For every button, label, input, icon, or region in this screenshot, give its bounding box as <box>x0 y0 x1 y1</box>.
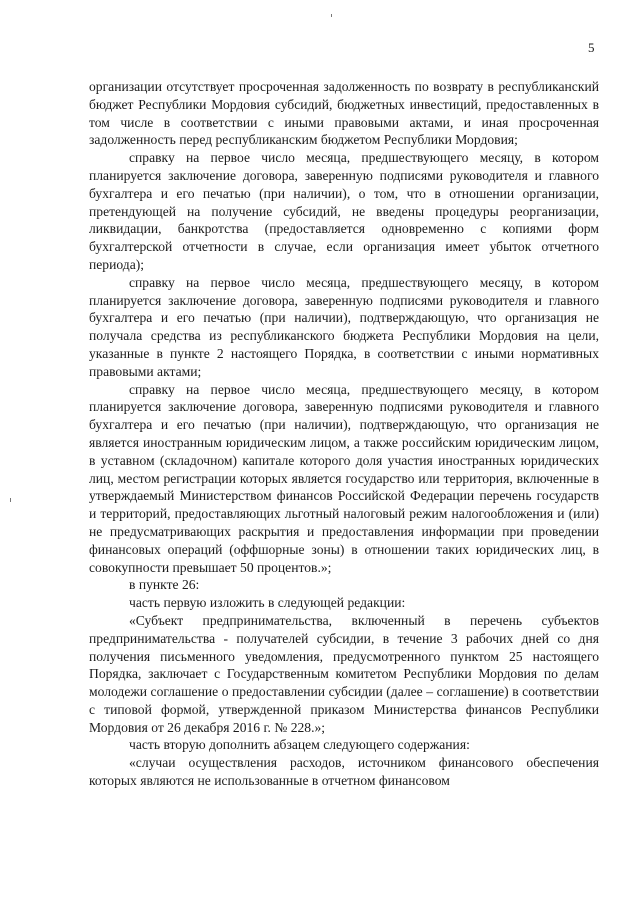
page-number: 5 <box>588 40 595 55</box>
paragraph: организации отсутствует просроченная задолженность по возврату в республиканский бюджет Республики Мордовия субсидий, бюджетных инвестиций, предоставленных в том числе в соответствии с иными правовыми актами, и иная просроченная задолженность перед республиканским бюджетом Республики Мордовия; <box>89 79 599 148</box>
paragraph: в пункте 26: <box>129 577 200 593</box>
paragraph: справку на первое число месяца, предшествующего месяцу, в котором планируется заключение договора, заверенную подписями руководителя и главного бухгалтера и его печатью (при наличии), подтверждающую, что организация не получала средства из республиканского бюджета Республики Мордовия на цели, указанные в пункте 2 настоящего Порядка, в соответствии с иными нормативных правовыми актами; <box>89 274 599 379</box>
paragraph: часть вторую дополнить абзацем следующего содержания: <box>129 737 470 753</box>
document-body <box>89 78 599 790</box>
scan-mark <box>10 498 11 502</box>
paragraph: «случаи осуществления расходов, источником финансового обеспечения которых являются не использованные в отчетном финансовом <box>89 755 599 789</box>
scan-mark <box>331 14 332 17</box>
paragraph: «Субъект предпринимательства, включенный в перечень субъектов предпринимательства - получателей субсидии, в течение 3 рабочих дней со дня получения письменного уведомления, предусмотренного пунктом 25 настоящего Порядка, заключает с Государственным комитетом Республики Мордовия по делам молодежи соглашение о предоставлении субсидии (далее – соглашение) в соответствии с типовой формой, утвержденной приказом Министерства финансов Республики Мордовия от 26 декабря 2016 г. № 228.»; <box>89 612 599 735</box>
paragraph: справку на первое число месяца, предшествующего месяцу, в котором планируется заключение договора, заверенную подписями руководителя и главного бухгалтера и его печатью (при наличии), о том, что в отношении организации, претендующей на получение субсидий, не введены процедуры реорганизации, ликвидации, банкротства (предоставляется одновременно с копиями форм бухгалтерской отчетности в случае, если организация имеет убыток отчетного периода); <box>89 150 599 272</box>
paragraph: справку на первое число месяца, предшествующего месяцу, в котором планируется заключение договора, заверенную подписями руководителя и главного бухгалтера и его печатью (при наличии), подтверждающую, что организация не является иностранным юридическим лицом, а также российским юридическим лицом, в уставном (складочном) капитале которого доля участия иностранных юридических лиц, местом регистрации которых является государство или территория, включенные в утверждаемый Министерством финансов Российской Федерации перечень государств и территорий, предоставляющих льготный налоговый режим налогообложения и (или) не предусматривающих раскрытия и предоставления информации при проведении финансовых операций (оффшорные зоны) в отношении таких юридических лиц, в совокупности превышает 50 процентов.»; <box>89 381 599 575</box>
paragraph: часть первую изложить в следующей редакции: <box>129 595 406 611</box>
